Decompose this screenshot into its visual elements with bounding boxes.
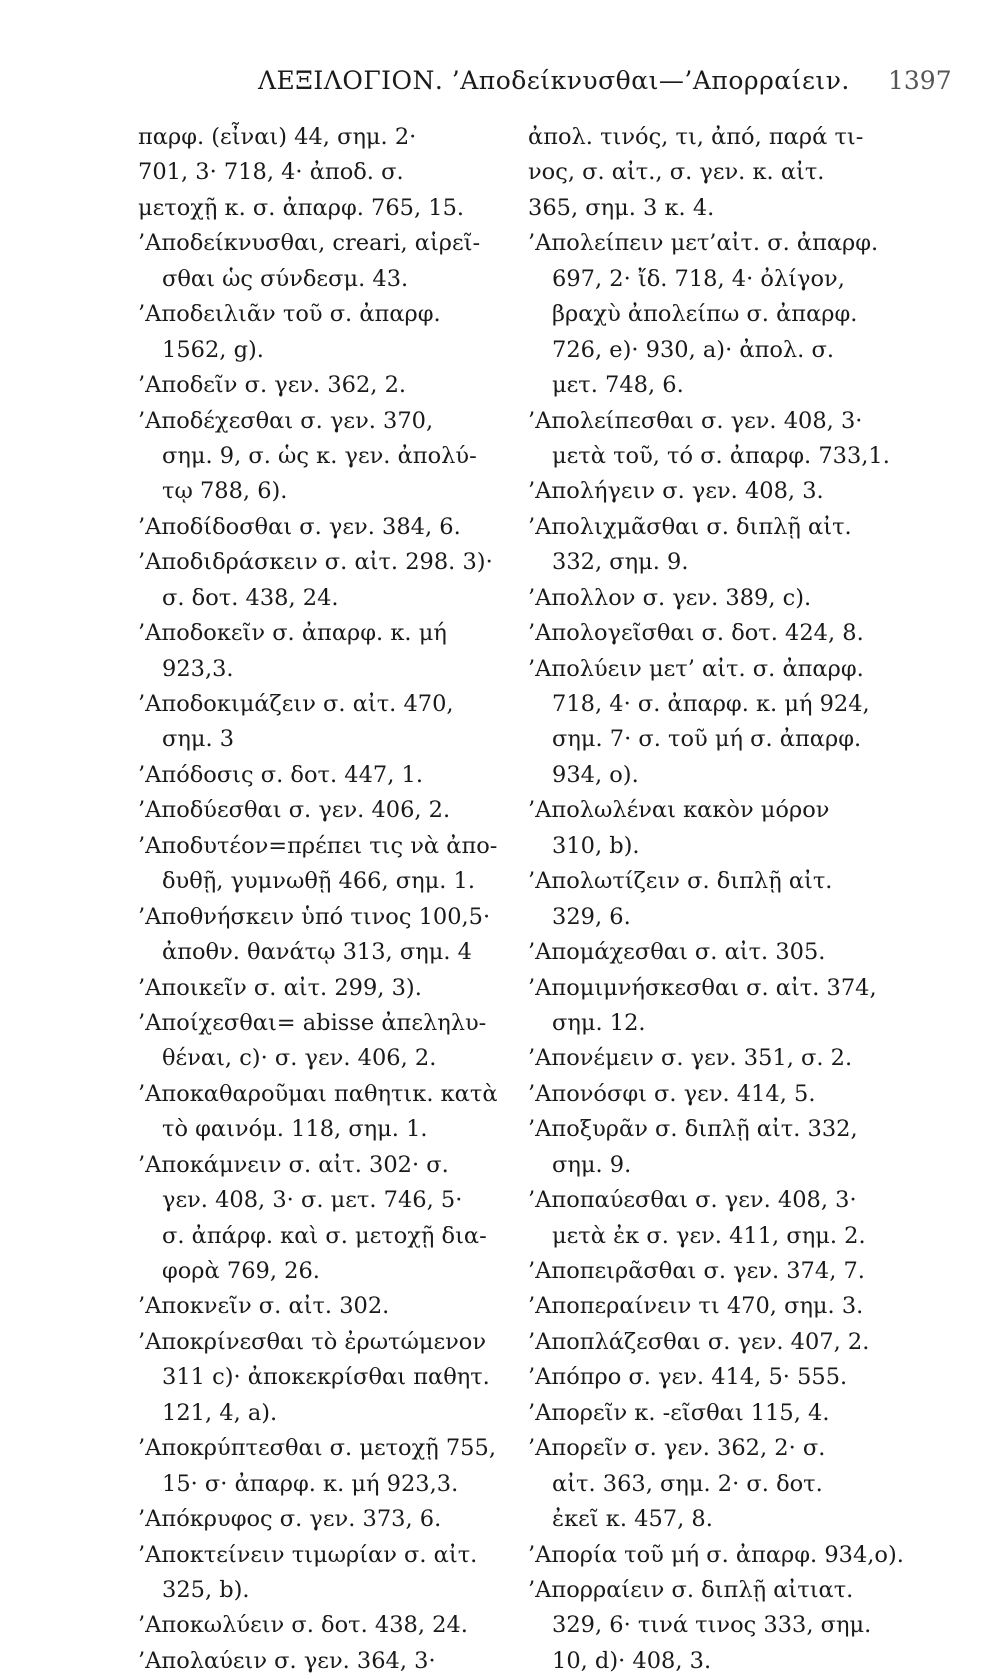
index-line: ’Αποδίδοσθαι σ. γεν. 384, 6. (138, 513, 461, 540)
index-line: ’Αποκρίνεσθαι τὸ ἐρωτώμενον (138, 1328, 487, 1355)
index-line: φορὰ 769, 26. (162, 1258, 320, 1284)
index-line: τῳ 788, 6). (162, 478, 288, 505)
index-line: ’Απολείπειν μετ’αἰτ. σ. ἀπαρφ. (528, 230, 879, 257)
index-line: 325, b). (162, 1576, 250, 1603)
index-line: σημ. 12. (552, 1009, 646, 1036)
index-line: 726, e)· 930, a)· ἀπολ. σ. (552, 336, 834, 363)
index-line: ’Απορραίειν σ. διπλῇ αἰτιατ. (528, 1576, 854, 1603)
index-line: ’Απορία τοῦ μή σ. ἀπαρφ. 934,o). (528, 1541, 904, 1568)
index-line: ’Αποίχεσθαι= abisse ἀπεληλυ- (138, 1009, 487, 1036)
index-line: 310, b). (552, 832, 640, 859)
index-line: ’Αποπλάζεσθαι σ. γεν. 407, 2. (528, 1328, 870, 1355)
index-line: μετὰ ἐκ σ. γεν. 411, σημ. 2. (552, 1222, 866, 1249)
index-line: ’Αποξυρᾶν σ. διπλῇ αἰτ. 332, (528, 1116, 858, 1143)
index-line: ’Απορεῖν κ. -εῖσθαι 115, 4. (528, 1399, 830, 1426)
index-line: 923,3. (162, 655, 234, 682)
index-line: 329, 6. (552, 903, 631, 930)
index-line: γεν. 408, 3· σ. μετ. 746, 5· (162, 1187, 463, 1214)
index-line: ’Απόκρυφος σ. γεν. 373, 6. (138, 1506, 442, 1533)
index-line: 15· σ· ἀπαρφ. κ. μή 923,3. (162, 1470, 459, 1497)
index-line: ’Απολωτίζειν σ. διπλῇ αἰτ. (528, 868, 833, 895)
index-line: ’Απολήγειν σ. γεν. 408, 3. (528, 478, 824, 505)
index-line: ’Αποδειλιᾶν τοῦ σ. ἀπαρφ. (138, 301, 441, 328)
index-line: 10, d)· 408, 3. (552, 1647, 712, 1674)
index-line: 718, 4· σ. ἀπαρφ. κ. μή 924, (552, 691, 870, 717)
index-line: ’Απομάχεσθαι σ. αἰτ. 305. (528, 939, 826, 966)
index-line: ’Αποικεῖν σ. αἰτ. 299, 3). (138, 974, 422, 1001)
right-column (528, 120, 908, 1679)
index-line: ’Αποκνεῖν σ. αἰτ. 302. (138, 1293, 390, 1320)
index-line: ’Αποδοκιμάζειν σ. αἰτ. 470, (138, 691, 454, 717)
index-line: ’Απολωλέναι κακὸν μόρον (528, 797, 830, 824)
page-number: 1397 (888, 66, 952, 95)
index-line: ’Απορεῖν σ. γεν. 362, 2· σ. (528, 1435, 826, 1462)
index-line: ’Αποδεῖν σ. γεν. 362, 2. (138, 372, 407, 399)
index-line: ’Αποδύεσθαι σ. γεν. 406, 2. (138, 797, 451, 824)
index-line: μετὰ τοῦ, τό σ. ἀπαρφ. 733,1. (552, 442, 890, 469)
index-line: ’Αποπειρᾶσθαι σ. γεν. 374, 7. (528, 1258, 865, 1284)
index-line: ’Αποδείκνυσθαι, creari, αἱρεῖ- (138, 230, 481, 257)
index-line: σημ. 3 (162, 726, 235, 753)
index-line: σθαι ὡς σύνδεσμ. 43. (162, 265, 409, 292)
index-line: 121, 4, a). (162, 1399, 278, 1426)
index-line: μετ. 748, 6. (552, 372, 684, 399)
index-line: νος, σ. αἰτ., σ. γεν. κ. αἰτ. (528, 159, 825, 186)
index-line: 1562, g). (162, 336, 264, 363)
index-line: 311 c)· ἀποκεκρίσθαι παθητ. (162, 1364, 490, 1391)
index-line: ’Αποδέχεσθαι σ. γεν. 370, (138, 407, 434, 434)
index-line: ’Απόδοσις σ. δοτ. 447, 1. (138, 761, 423, 788)
index-line: ’Απομιμνήσκεσθαι σ. αἰτ. 374, (528, 974, 877, 1001)
index-line: ’Απολείπεσθαι σ. γεν. 408, 3· (528, 407, 863, 434)
index-line: σημ. 9, σ. ὡς κ. γεν. ἀπολύ- (162, 442, 477, 469)
index-line: μετοχῇ κ. σ. ἀπαρφ. 765, 15. (138, 194, 465, 221)
left-column (138, 120, 518, 1679)
index-line: σημ. 7· σ. τοῦ μή σ. ἀπαρφ. (552, 726, 862, 753)
index-line: 697, 2· ἴδ. 718, 4· ὀλίγον, (552, 265, 845, 292)
index-line: ’Απονέμειν σ. γεν. 351, σ. 2. (528, 1045, 853, 1072)
index-line: ’Αποκωλύειν σ. δοτ. 438, 24. (138, 1612, 468, 1639)
index-line: ’Αποκρύπτεσθαι σ. μετοχῇ 755, (138, 1435, 496, 1462)
index-line: 329, 6· τινά τινος 333, σημ. (552, 1612, 872, 1639)
index-line: ’Απονόσφι σ. γεν. 414, 5. (528, 1080, 816, 1107)
index-line: αἰτ. 363, σημ. 2· σ. δοτ. (552, 1470, 823, 1497)
index-line: θέναι, c)· σ. γεν. 406, 2. (162, 1045, 437, 1072)
index-line: σ. δοτ. 438, 24. (162, 584, 339, 611)
index-line: ’Απόπρο σ. γεν. 414, 5· 555. (528, 1364, 848, 1391)
index-line: ’Απολύειν μετ’ αἰτ. σ. ἀπαρφ. (528, 655, 864, 682)
index-line: ’Αποδοκεῖν σ. ἀπαρφ. κ. μή (138, 620, 447, 647)
index-line: ’Αποκαθαροῦμαι παθητικ. κατὰ (138, 1080, 498, 1107)
index-line: ἀπολ. τινός, τι, ἀπό, παρά τι- (528, 124, 864, 150)
index-line: 701, 3· 718, 4· ἀποδ. σ. (138, 159, 404, 186)
index-line: τὸ φαινόμ. 118, σημ. 1. (162, 1116, 428, 1143)
index-line: ἀποθν. θανάτῳ 313, σημ. 4 (162, 939, 472, 966)
index-line: ’Απολιχμᾶσθαι σ. διπλῇ αἰτ. (528, 513, 852, 540)
index-line: ’Αποδιδράσκειν σ. αἰτ. 298. 3)· (138, 549, 493, 576)
index-line: σ. ἀπάρφ. καὶ σ. μετοχῇ δια- (162, 1222, 487, 1249)
index-line: ’Αποκτείνειν τιμωρίαν σ. αἰτ. (138, 1541, 478, 1568)
index-line: σημ. 9. (552, 1151, 632, 1178)
page-header (0, 66, 1002, 106)
index-line: ’Αποκάμνειν σ. αἰτ. 302· σ. (138, 1151, 449, 1178)
index-line: ’Απολλον σ. γεν. 389, c). (528, 584, 812, 611)
index-line: βραχὺ ἀπολείπω σ. ἀπαρφ. (552, 301, 858, 328)
index-line: ’Απολογεῖσθαι σ. δοτ. 424, 8. (528, 620, 864, 647)
index-line: ’Απολαύειν σ. γεν. 364, 3· (138, 1647, 436, 1674)
running-head: ΛΕΞΙΛΟΓΙΟΝ. ’Αποδείκνυσθαι—’Απορραίειν. (258, 66, 850, 95)
index-line: ἐκεῖ κ. 457, 8. (552, 1506, 713, 1533)
index-line: ’Αποπαύεσθαι σ. γεν. 408, 3· (528, 1187, 857, 1214)
index-line: ’Αποθνήσκειν ὑπό τινος 100,5· (138, 903, 491, 930)
index-line: ’Αποδυτέον=πρέπει τις νὰ ἀπο- (138, 832, 498, 859)
index-line: ’Αποπεραίνειν τι 470, σημ. 3. (528, 1293, 864, 1320)
index-line: 365, σημ. 3 κ. 4. (528, 194, 715, 221)
index-line: παρφ. (εἶναι) 44, σημ. 2· (138, 124, 417, 150)
index-line: 332, σημ. 9. (552, 549, 689, 576)
index-line: 934, o). (552, 761, 639, 788)
index-line: δυθῇ, γυμνωθῇ 466, σημ. 1. (162, 868, 475, 895)
